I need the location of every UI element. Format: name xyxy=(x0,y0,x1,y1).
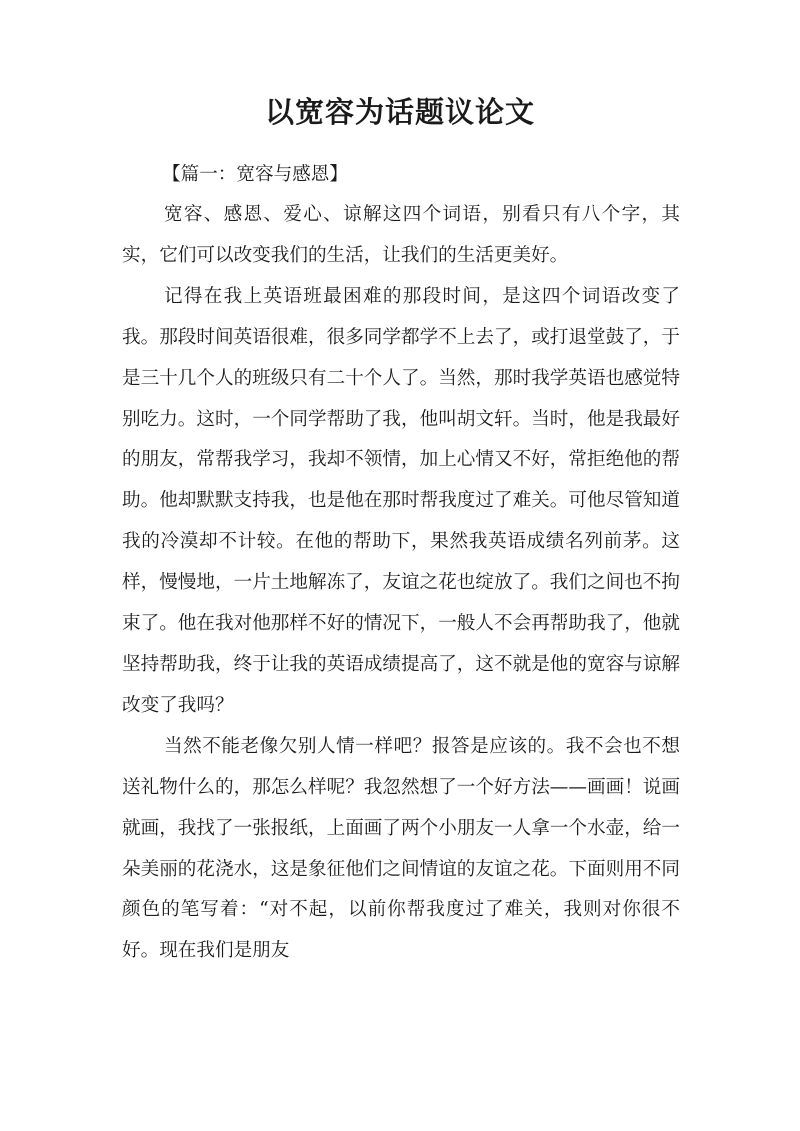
document-title: 以宽容为话题议论文 xyxy=(264,95,535,129)
paragraph-3: 当然不能老像欠别人情一样吧？报答是应该的。我不会也不想送礼物什么的，那怎么样呢？我忽然想了一个好方法——画画！说画就画，我找了一张报纸，上面画了两个小朋友一人拿一个水壶，给一朵美丽的花浇水，这是象征他们之间情谊的友谊之花。下面则用不同颜色的笔写着：“对不起，以前你帮我度过了难关，我则对你很不好。现在我们是朋友 xyxy=(122,735,680,962)
paragraph-1: 宽容、感恩、爱心、谅解这四个词语，别看只有八个字，其实，它们可以改变我们的生活，让我们的生活更美好。 xyxy=(122,204,680,266)
section-heading: 【篇一：宽容与感恩】 xyxy=(162,164,348,185)
document-body xyxy=(122,155,680,972)
paragraph-2: 记得在我上英语班最困难的那段时间，是这四个词语改变了我。那段时间英语很难，很多同学都学不上去了，或打退堂鼓了，于是三十几个人的班级只有二十个人了。当然，那时我学英语也感觉特别吃力。这时，一个同学帮助了我，他叫胡文轩。当时，他是我最好的朋友，常帮我学习，我却不领情，加上心情又不好，常拒绝他的帮助。他却默默支持我，也是他在那时帮我度过了难关。可他尽管知道我的冷漠却不计较。在他的帮助下，果然我英语成绩名列前茅。这样，慢慢地，一片土地解冻了，友谊之花也绽放了。我们之间也不拘束了。他在我对他那样不好的情况下，一般人不会再帮助我了，他就坚持帮助我，终于让我的英语成绩提高了，这不就是他的宽容与谅解改变了我吗？ xyxy=(122,285,680,716)
